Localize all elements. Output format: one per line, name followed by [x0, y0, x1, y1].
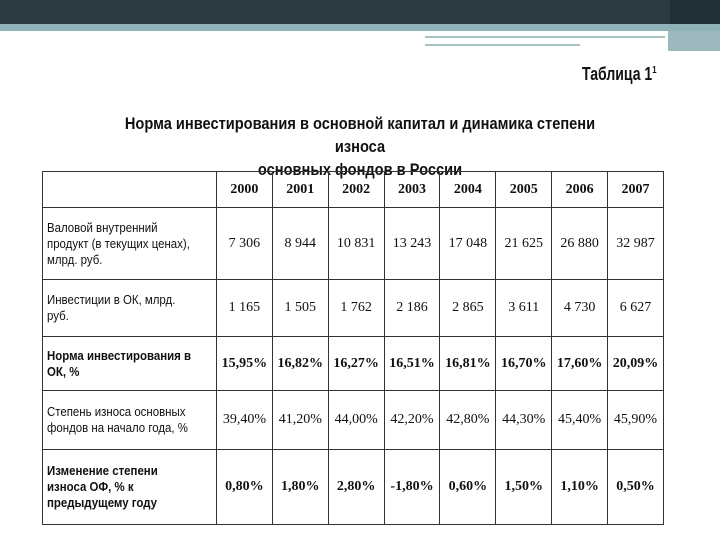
year-header: 2005	[496, 172, 552, 208]
table-header-row	[43, 172, 664, 208]
data-table	[42, 171, 664, 525]
year-header: 2007	[608, 172, 664, 208]
year-header: 2000	[217, 172, 273, 208]
table-row	[43, 337, 664, 391]
table-cell: 21 625	[496, 208, 552, 280]
table-cell: 2 186	[384, 280, 440, 337]
table-cell: 16,81%	[440, 337, 496, 391]
table-cell: 17 048	[440, 208, 496, 280]
table-cell: 1,50%	[496, 450, 552, 525]
table-cell: 45,90%	[608, 391, 664, 450]
table-cell: 4 730	[552, 280, 608, 337]
table-cell: 15,95%	[217, 337, 273, 391]
row-label: Инвестиции в ОК, млрд. руб.	[43, 280, 217, 337]
table-cell: 16,51%	[384, 337, 440, 391]
table-cell: 44,30%	[496, 391, 552, 450]
year-header: 2004	[440, 172, 496, 208]
table-cell: 20,09%	[608, 337, 664, 391]
table-cell: 1,80%	[272, 450, 328, 525]
table-cell: 13 243	[384, 208, 440, 280]
table-cell: 16,27%	[328, 337, 384, 391]
table-row	[43, 450, 664, 525]
row-label: Степень износа основных фондов на начало года, %	[43, 391, 217, 450]
table-title-line: основных фондов в России	[257, 160, 463, 179]
table-cell: 42,20%	[384, 391, 440, 450]
table-cell: 44,00%	[328, 391, 384, 450]
table-cell: 2,80%	[328, 450, 384, 525]
table-cell: 1,10%	[552, 450, 608, 525]
year-header: 2002	[328, 172, 384, 208]
slide-accent-corner	[668, 31, 720, 51]
table-row	[43, 208, 664, 280]
table-cell: 3 611	[496, 280, 552, 337]
table-cell: -1,80%	[384, 450, 440, 525]
table-cell: 1 165	[217, 280, 273, 337]
table-cell: 17,60%	[552, 337, 608, 391]
table-cell: 16,70%	[496, 337, 552, 391]
slide-header-band	[0, 0, 720, 24]
slide-header-corner	[670, 0, 720, 24]
table-cell: 1 505	[272, 280, 328, 337]
row-label: Норма инвестирования в ОК, %	[43, 337, 217, 391]
table-cell: 6 627	[608, 280, 664, 337]
slide-accent-line	[425, 44, 580, 46]
table-title-line: Норма инвестирования в основной капитал и динамика степени износа	[124, 114, 596, 156]
table-cell: 0,80%	[217, 450, 273, 525]
table-row	[43, 391, 664, 450]
table-cell: 10 831	[328, 208, 384, 280]
table-row	[43, 280, 664, 337]
table-cell: 2 865	[440, 280, 496, 337]
year-header: 2006	[552, 172, 608, 208]
year-header: 2003	[384, 172, 440, 208]
table-number: Таблица $1^1$	[582, 64, 657, 84]
year-header: 2001	[272, 172, 328, 208]
table-cell: 0,50%	[608, 450, 664, 525]
table-cell: 41,20%	[272, 391, 328, 450]
table-cell: 16,82%	[272, 337, 328, 391]
row-label: Изменение степени износа ОФ, % к предыдущему году	[43, 450, 217, 525]
slide-accent-band	[0, 24, 720, 31]
table-cell: 26 880	[552, 208, 608, 280]
table-cell: 42,80%	[440, 391, 496, 450]
table-cell: 0,60%	[440, 450, 496, 525]
table-cell: 8 944	[272, 208, 328, 280]
table-corner-cell	[43, 172, 217, 208]
slide-accent-line	[425, 36, 665, 38]
table-cell: 1 762	[328, 280, 384, 337]
table-cell: 45,40%	[552, 391, 608, 450]
row-label: Валовой внутренний продукт (в текущих ценах), млрд. руб.	[43, 208, 217, 280]
table-cell: 39,40%	[217, 391, 273, 450]
table-cell: 7 306	[217, 208, 273, 280]
table-cell: 32 987	[608, 208, 664, 280]
